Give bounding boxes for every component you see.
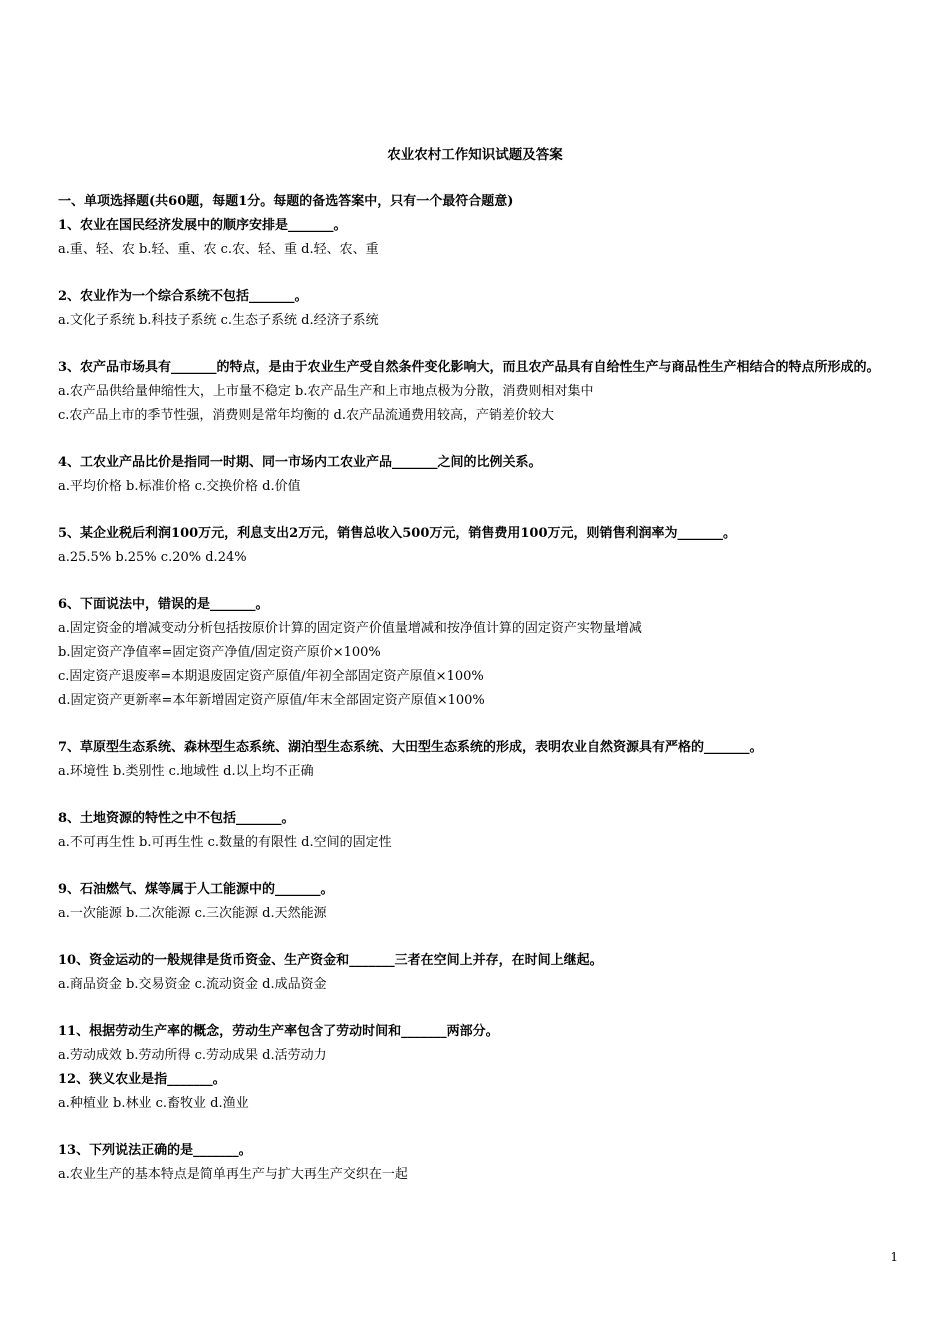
question-options: d.固定资产更新率=本年新增固定资产原值/年末全部固定资产原值×100%: [58, 693, 485, 708]
question-10: [58, 949, 898, 997]
question-4: [58, 451, 898, 499]
question-stem: 6、下面说法中，错误的是_______。: [58, 597, 269, 612]
question-13: [58, 1139, 898, 1187]
question-stem: 5、某企业税后利润100万元，利息支出2万元，销售总收入500万元，销售费用100万元，则销售利润率为_______。: [58, 526, 737, 541]
question-options: b.固定资产净值率=固定资产净值/固定资产原价×100%: [58, 645, 381, 660]
question-stem: 13、下列说法正确的是_______。: [58, 1143, 252, 1158]
question-options: a.25.5% b.25% c.20% d.24%: [58, 550, 247, 565]
section-heading: 一、单项选择题(共60题，每题1分。每题的备选答案中，只有一个最符合题意): [58, 194, 514, 209]
page-number: 1: [890, 1250, 898, 1264]
question-options: a.农产品供给量伸缩性大，上市量不稳定 b.农产品生产和上市地点极为分散，消费则相对集中: [58, 384, 594, 399]
question-options: a.不可再生性 b.可再生性 c.数量的有限性 d.空间的固定性: [58, 835, 392, 850]
question-options: a.商品资金 b.交易资金 c.流动资金 d.成品资金: [58, 977, 327, 992]
question-options: a.文化子系统 b.科技子系统 c.生态子系统 d.经济子系统: [58, 313, 379, 328]
question-options: a.种植业 b.林业 c.畜牧业 d.渔业: [58, 1096, 249, 1111]
question-stem: 8、土地资源的特性之中不包括_______。: [58, 811, 295, 826]
question-12: [58, 1068, 898, 1116]
question-stem: 11、根据劳动生产率的概念，劳动生产率包含了劳动时间和_______两部分。: [58, 1024, 499, 1039]
question-stem: 7、草原型生态系统、森林型生态系统、湖泊型生态系统、大田型生态系统的形成，表明农业自然资源具有严格的_______。: [58, 740, 763, 755]
question-stem: 10、资金运动的一般规律是货币资金、生产资金和_______三者在空间上并存，在时间上继起。: [58, 953, 603, 968]
question-2: [58, 285, 898, 333]
question-options: a.环境性 b.类别性 c.地域性 d.以上均不正确: [58, 764, 314, 779]
question-stem: 2、农业作为一个综合系统不包括_______。: [58, 289, 308, 304]
question-stem: 3、农产品市场具有_______的特点，是由于农业生产受自然条件变化影响大，而且农产品具有自给性生产与商品性生产相结合的特点所形成的。: [58, 360, 880, 375]
question-8: [58, 807, 898, 855]
question-options: a.一次能源 b.二次能源 c.三次能源 d.天然能源: [58, 906, 327, 921]
question-stem: 1、农业在国民经济发展中的顺序安排是_______。: [58, 218, 347, 233]
question-6: [58, 593, 898, 713]
question-7: [58, 736, 898, 784]
question-options: a.平均价格 b.标准价格 c.交换价格 d.价值: [58, 479, 301, 494]
question-options: a.农业生产的基本特点是简单再生产与扩大再生产交织在一起: [58, 1167, 408, 1182]
question-options: a.固定资金的增减变动分析包括按原价计算的固定资产价值量增减和按净值计算的固定资产实物量增减: [58, 621, 642, 636]
question-3: [58, 356, 898, 428]
question-options: c.农产品上市的季节性强，消费则是常年均衡的 d.农产品流通费用较高，产销差价较大: [58, 408, 555, 423]
question-stem: 9、石油燃气、煤等属于人工能源中的_______。: [58, 882, 334, 897]
question-11: [58, 1020, 898, 1068]
question-9: [58, 878, 898, 926]
question-options: c.固定资产退废率=本期退废固定资产原值/年初全部固定资产原值×100%: [58, 669, 484, 684]
question-1: [58, 214, 898, 262]
question-stem: 4、工农业产品比价是指同一时期、同一市场内工农业产品_______之间的比例关系。: [58, 455, 542, 470]
question-options: a.重、轻、农 b.轻、重、农 c.农、轻、重 d.轻、农、重: [58, 242, 379, 257]
question-options: a.劳动成效 b.劳动所得 c.劳动成果 d.活劳动力: [58, 1048, 327, 1063]
question-5: [58, 522, 898, 570]
question-list: [58, 190, 898, 1187]
question-stem: 12、狭义农业是指_______。: [58, 1072, 226, 1087]
document-title: 农业农村工作知识试题及答案: [387, 147, 563, 163]
